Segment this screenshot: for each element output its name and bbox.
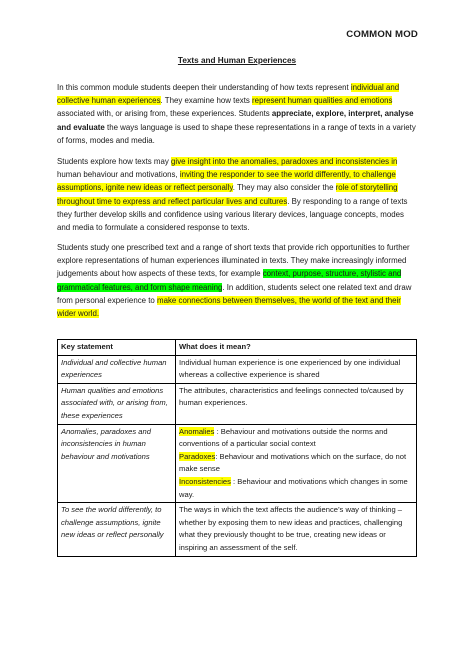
text-span: Students explore how texts may [57, 157, 172, 166]
key-statement-table [57, 339, 417, 557]
document-title: Texts and Human Experiences [177, 56, 297, 65]
highlight-span: represent human qualities and emotions [252, 96, 393, 106]
text-span: . In addition, students select one related text and draw from personal experience to [57, 282, 412, 305]
meaning-cell: The attributes, characteristics and feelings connected to/caused by human experiences. [176, 383, 417, 424]
text-span: the ways language is used to shape these representations in a range of texts in a variety of forms, modes and media. [57, 122, 416, 145]
text-span: . By responding to a range of texts they further develop skills and confidence using various literary devices, language concepts, modes and media to formulate a considered response to texts. [57, 196, 408, 233]
definition-item [179, 451, 413, 476]
intro-paragraph [57, 81, 419, 147]
text-span: associated with, or arising from, these experiences. Students [57, 109, 272, 119]
definition-text: : Behaviour and motivations which on the surface, do not make sense [179, 451, 407, 474]
key-statement-cell: Individual and collective human experiences [58, 355, 176, 383]
meaning-cell [176, 424, 417, 503]
term-highlight: Paradoxes [179, 451, 216, 461]
table-header-row [58, 340, 417, 356]
table-row [58, 383, 417, 424]
bold-span: appreciate, explore, interpret, analyse and evaluate [57, 109, 414, 132]
meaning-cell: The ways in which the text affects the audience’s way of thinking – whether by exposing them to new ideas and practices, challenging what they previously thought to be true, creating new ideas or inspiring an assessment of the self. [176, 503, 417, 556]
key-statement-cell: To see the world differently, to challenge assumptions, ignite new ideas or reflect personally [58, 503, 176, 556]
text-span: . They examine how texts [160, 96, 253, 106]
highlight-span: give insight into the anomalies, paradoxes and inconsistencies in [171, 157, 398, 166]
study-paragraph [57, 241, 419, 320]
text-span: human behaviour and motivations, [57, 170, 180, 180]
green-highlight-span: context, purpose, structure, stylistic and grammatical features, and form shape meaning [57, 269, 402, 292]
highlight-span: make connections between themselves, the world of the text and their wider world. [57, 295, 401, 319]
definition-text: : Behaviour and motivations which changes in some way. [179, 476, 408, 499]
table-row [58, 355, 417, 383]
definition-item [179, 426, 413, 451]
text-span: Students study one prescribed text and a range of short texts that provide rich opportunities to further explore representations of human experiences illuminated in texts. They make increasingly informed judgements about how aspects of these texts, for example [57, 243, 410, 279]
key-statement-cell: Human qualities and emotions associated with, or arising from, these experiences [58, 383, 176, 424]
definition-text: : Behaviour and motivations outside the norms and conventions of a particular social context [179, 426, 388, 449]
column-header: Key statement [58, 340, 176, 356]
term-highlight: Anomalies [179, 426, 215, 436]
definition-item [179, 476, 413, 501]
text-span: . They may also consider the [232, 183, 336, 193]
explore-paragraph [57, 155, 419, 234]
key-statement-cell: Anomalies, paradoxes and inconsistencies in human behaviour and motivations [58, 424, 176, 503]
table-row [58, 503, 417, 556]
header-label: COMMON MOD [346, 29, 418, 40]
text-span: In this common module students deepen their understanding of how texts represent [57, 83, 351, 92]
meaning-cell: Individual human experience is one experienced by one individual whereas a collective experience is shared [176, 355, 417, 383]
column-header: What does it mean? [176, 340, 417, 356]
highlight-span: role of storytelling throughout time to express and reflect particular lives and cultures [57, 183, 398, 206]
term-highlight: Inconsistencies [179, 476, 231, 486]
highlight-span: individual and collective human experiences [57, 83, 400, 106]
highlight-span: inviting the responder to see the world differently, to challenge assumptions, ignite new ideas or reflect personally [57, 170, 396, 193]
table-row [58, 424, 417, 503]
